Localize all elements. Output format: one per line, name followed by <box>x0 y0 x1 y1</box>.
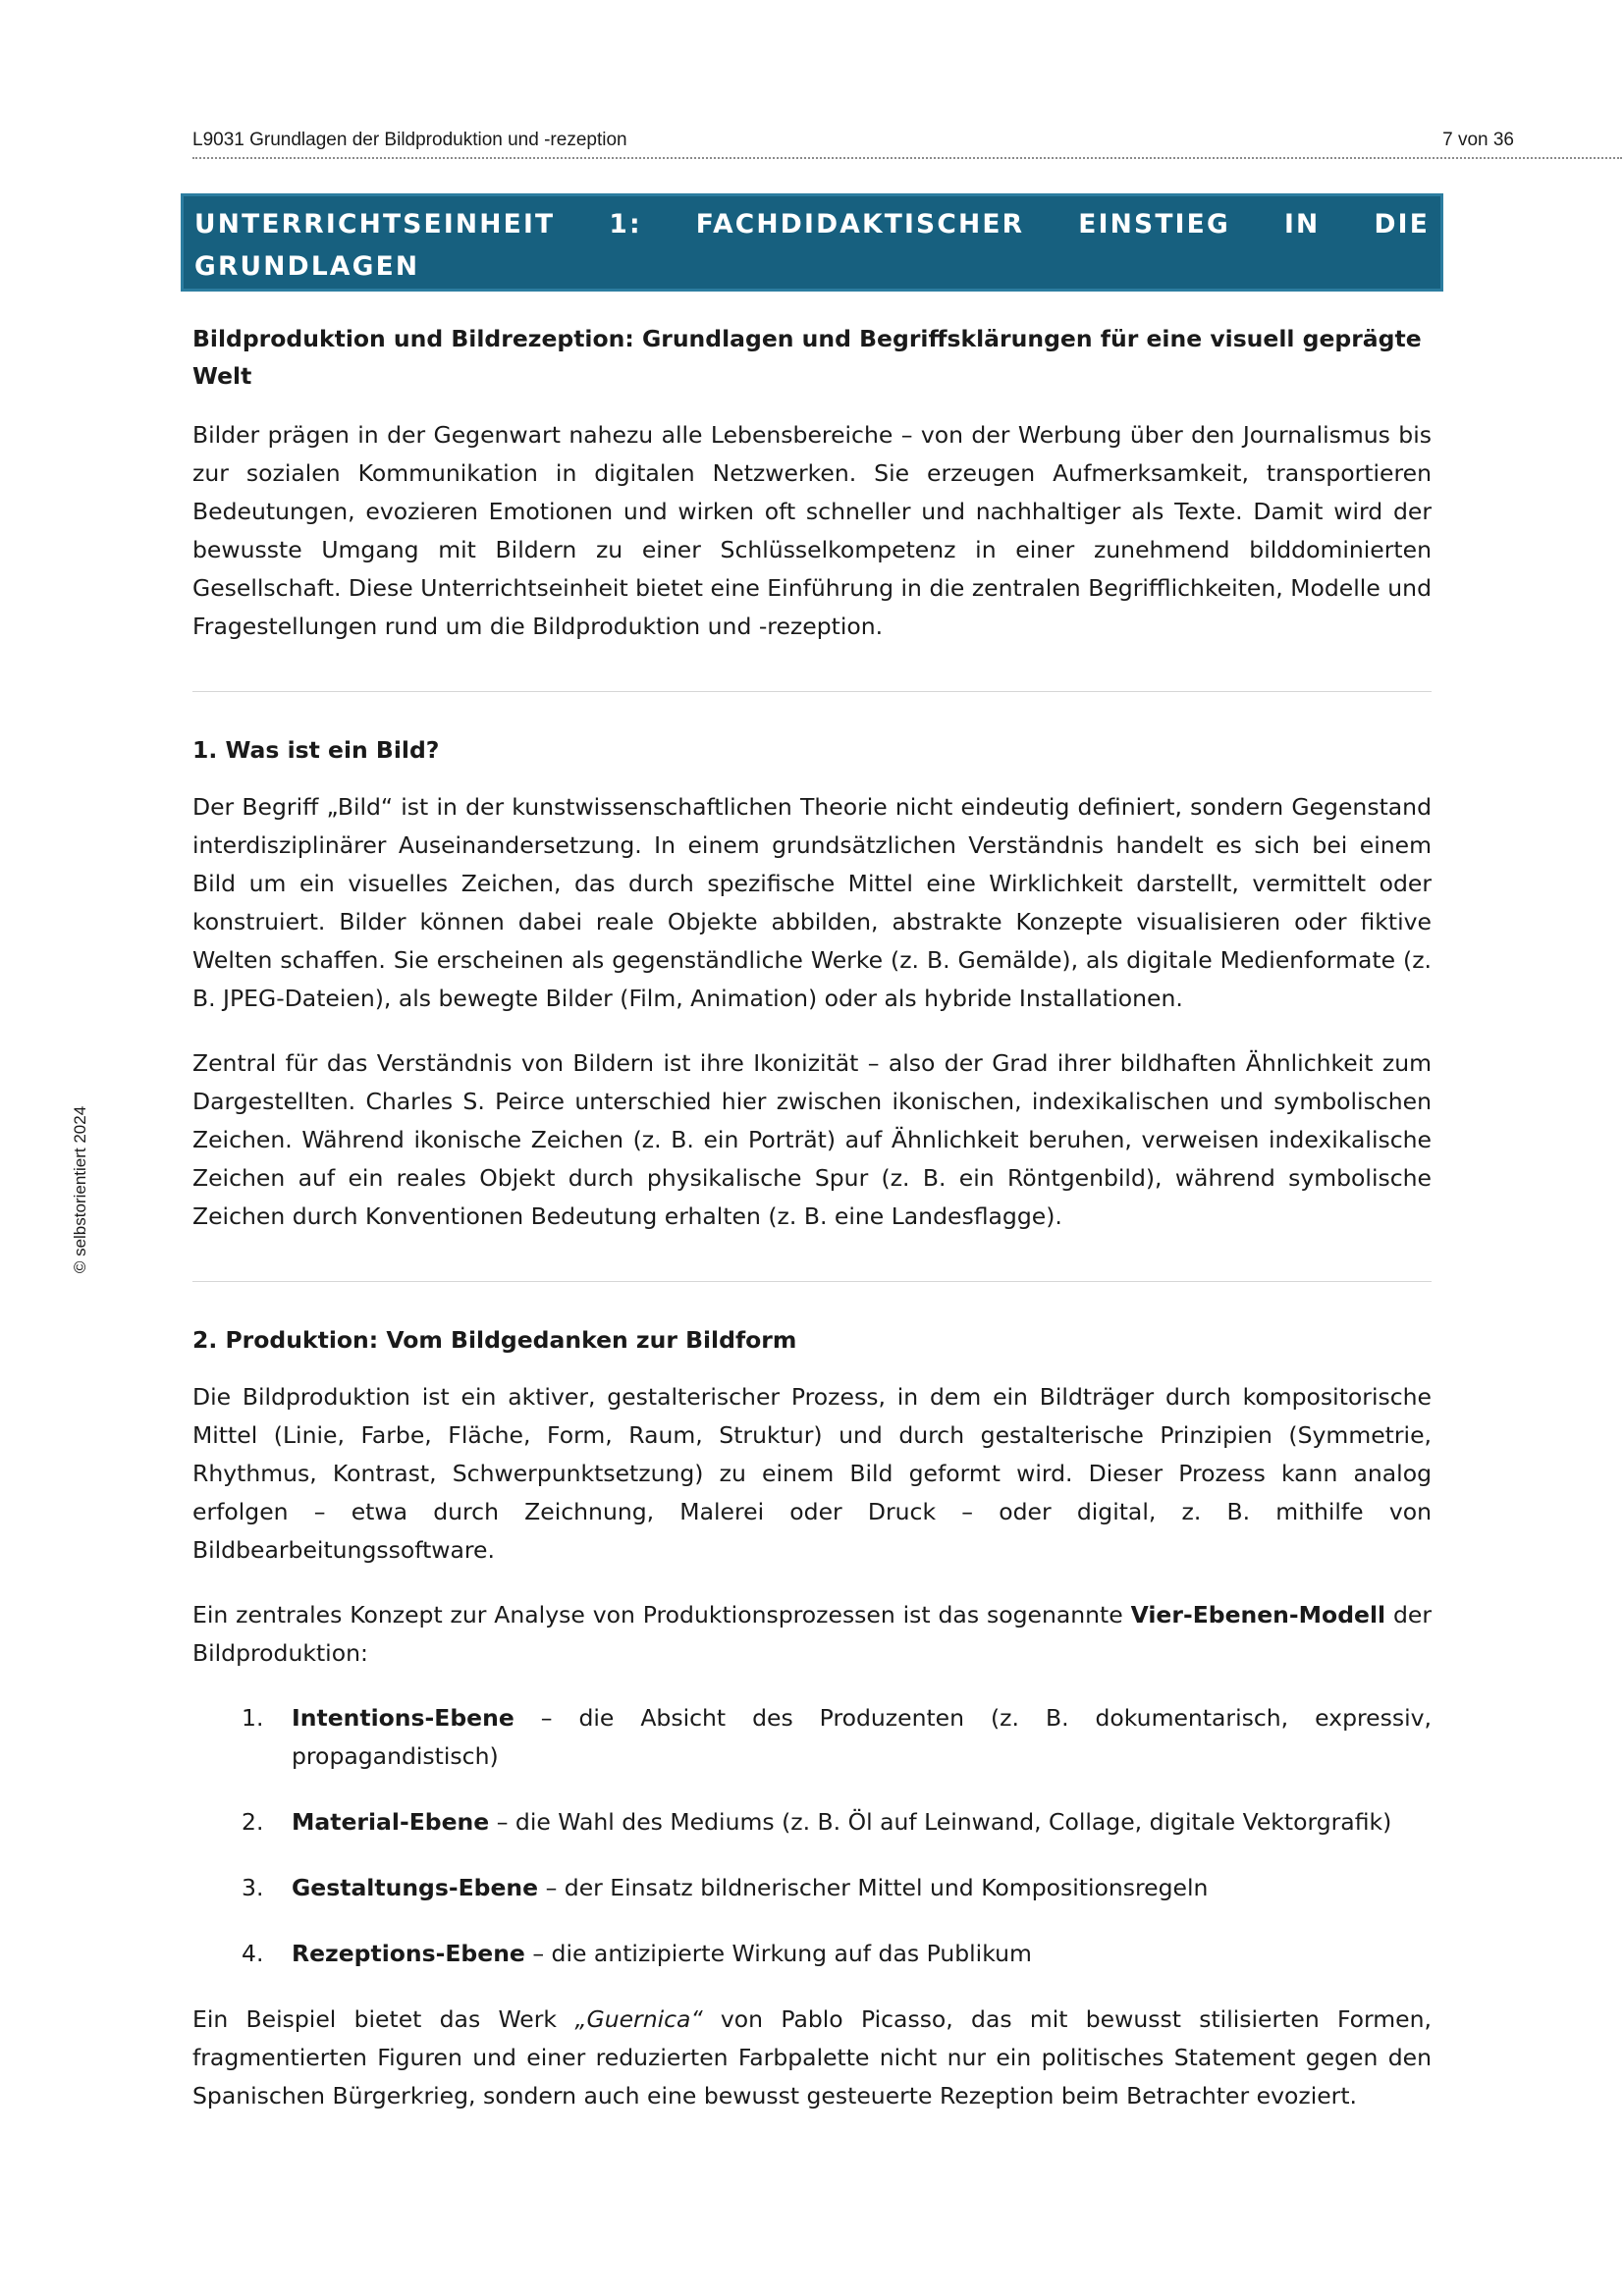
model-levels-list <box>192 1699 1432 1973</box>
section-divider <box>192 691 1432 692</box>
page-header <box>192 126 1622 159</box>
unit-banner <box>181 193 1443 324</box>
intro-subtitle: Bildproduktion und Bildrezeption: Grundlagen und Begriffsklärungen für eine visuell geprägte Welt <box>192 325 1422 390</box>
level-term: Material-Ebene <box>292 1808 490 1836</box>
paragraph-text: Ein Beispiel bietet das Werk <box>192 2005 575 2033</box>
list-item <box>192 1803 1432 1842</box>
list-number: 2. <box>242 1808 264 1836</box>
paragraph-text: von Pablo Picasso, das mit bewusst stilisierten Formen, fragmentierten Figuren und einer reduzierten Farbpalette nicht nur ein politisches Statement gegen den Spanischen Bürgerkrieg, sondern auch eine bewusst gesteuerte Rezeption beim Betrachter evoziert. <box>192 2005 1432 2109</box>
artwork-title: „Guernica“ <box>574 2005 703 2033</box>
section-2-heading: 2. Produktion: Vom Bildgedanken zur Bildform <box>192 1326 797 1354</box>
level-description: – die antizipierte Wirkung auf das Publikum <box>524 1940 1032 1967</box>
section-1-paragraph-2: Zentral für das Verständnis von Bildern ist ihre Ikonizität – also der Grad ihrer bildhaften Ähnlichkeit zum Dargestellten. Charles S. Peirce unterschied hier zwischen ikonischen, indexikalischen und symbolischen Zeichen. Während ikonische Zeichen (z. B. ein Porträt) auf Ähnlichkeit beruhen, verweisen indexikalische Zeichen auf ein reales Objekt durch physikalische Spur (z. B. ein Röntgenbild), während symbolische Zeichen durch Konventionen Bedeutung erhalten (z. B. eine Landesflagge). <box>192 1049 1432 1230</box>
model-name: Vier-Ebenen-Modell <box>1130 1601 1386 1629</box>
list-item <box>192 1699 1432 1776</box>
section-divider <box>192 1281 1432 1282</box>
level-description: – die Wahl des Mediums (z. B. Öl auf Leinwand, Collage, digitale Vektorgrafik) <box>489 1808 1392 1836</box>
section-2-paragraph-1: Die Bildproduktion ist ein aktiver, gestalterischer Prozess, in dem ein Bildträger durch kompositorische Mittel (Linie, Farbe, Fläche, Form, Raum, Struktur) und durch gestalterische Prinzipien (Symmetrie, Rhythmus, Kontrast, Schwerpunktsetzung) zu einem Bild geformt wird. Dieser Prozess kann analog erfolgen – etwa durch Zeichnung, Malerei oder Druck – oder digital, z. B. mithilfe von Bildbearbeitungssoftware. <box>192 1383 1432 1564</box>
level-term: Rezeptions-Ebene <box>292 1940 525 1967</box>
level-description: – die Absicht des Produzenten (z. B. dokumentarisch, expressiv, propagandistisch) <box>292 1704 1432 1770</box>
unit-title-line-2: DER BILDPRODUKTION UND -REZEPTION <box>194 294 856 324</box>
section-2-paragraph-3 <box>192 2001 1432 2115</box>
section-2-paragraph-2 <box>192 1596 1432 1673</box>
copyright-note: © selbstorientiert 2024 <box>71 1105 89 1274</box>
list-item <box>192 1869 1432 1907</box>
unit-title-line-1: UNTERRICHTSEINHEIT 1: FACHDIDAKTISCHER EINSTIEG IN DIE GRUNDLAGEN <box>194 209 1430 282</box>
level-term: Intentions-Ebene <box>292 1704 514 1732</box>
section-1-paragraph-1: Der Begriff „Bild“ ist in der kunstwissenschaftlichen Theorie nicht eindeutig definiert, sondern Gegenstand interdisziplinärer Auseinandersetzung. In einem grundsätzlichen Verständnis handelt es sich bei einem Bild um ein visuelles Zeichen, das durch spezifische Mittel eine Wirklichkeit darstellt, vermittelt oder konstruiert. Bilder können dabei reale Objekte abbilden, abstrakte Konzepte visualisieren oder fiktive Welten schaffen. Sie erscheinen als gegenständliche Werke (z. B. Gemälde), als digitale Medienformate (z. B. JPEG-Dateien), als bewegte Bilder (Film, Animation) oder als hybride Installationen. <box>192 793 1432 1012</box>
main-content <box>192 320 1432 2115</box>
list-item <box>192 1935 1432 1973</box>
page-number: 7 von 36 <box>1442 130 1514 150</box>
list-number: 3. <box>242 1874 264 1901</box>
section-1-heading: 1. Was ist ein Bild? <box>192 736 440 764</box>
paragraph-text: der Bildproduktion: <box>192 1601 1432 1667</box>
level-description: – der Einsatz bildnerischer Mittel und Kompositionsregeln <box>538 1874 1209 1901</box>
list-number: 4. <box>242 1940 264 1967</box>
course-title: L9031 Grundlagen der Bildproduktion und -rezeption <box>192 130 627 150</box>
list-number: 1. <box>242 1704 264 1732</box>
level-term: Gestaltungs-Ebene <box>292 1874 539 1901</box>
intro-paragraph: Bilder prägen in der Gegenwart nahezu alle Lebensbereiche – von der Werbung über den Journalismus bis zur sozialen Kommunikation in digitalen Netzwerken. Sie erzeugen Aufmerksamkeit, transportieren Bedeutungen, evozieren Emotionen und wirken oft schneller und nachhaltiger als Texte. Damit wird der bewusste Umgang mit Bildern zu einer Schlüsselkompetenz in einer zunehmend bilddominierten Gesellschaft. Diese Unterrichtseinheit bietet eine Einführung in die zentralen Begrifflichkeiten, Modelle und Fragestellungen rund um die Bildproduktion und -rezeption. <box>192 421 1432 640</box>
paragraph-text: Ein zentrales Konzept zur Analyse von Produktionsprozessen ist das sogenannte <box>192 1601 1131 1629</box>
